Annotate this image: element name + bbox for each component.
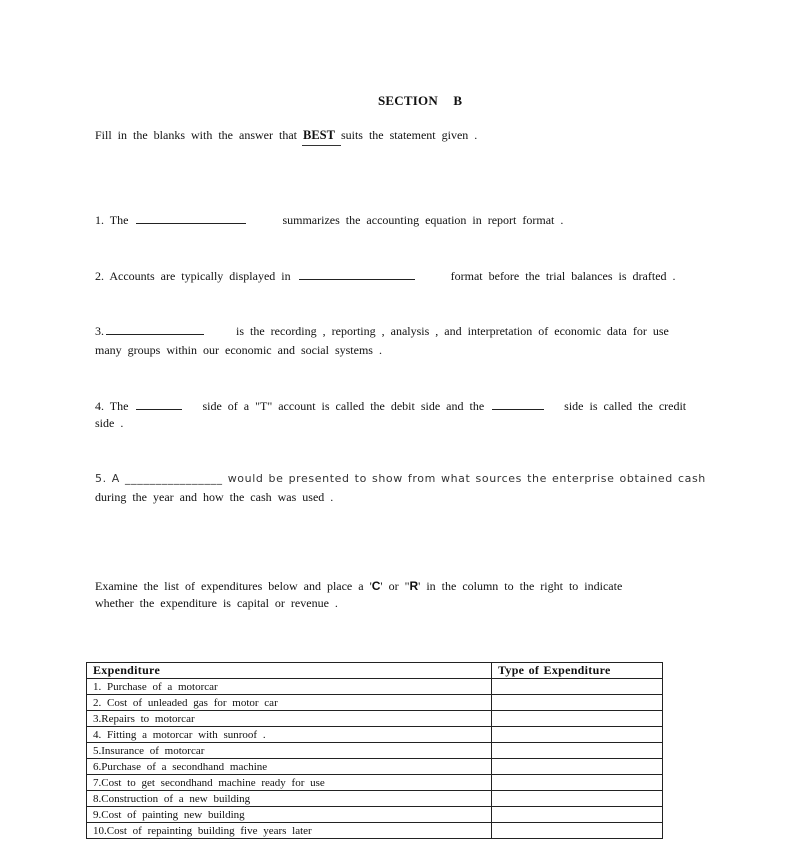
question-1-end: summarizes the accounting equation in report format . xyxy=(282,213,564,227)
type-cell[interactable] xyxy=(492,695,663,711)
question-4-blank-1[interactable] xyxy=(136,400,182,410)
type-cell[interactable] xyxy=(492,823,663,839)
question-1-blank[interactable] xyxy=(136,214,246,224)
table-header-row xyxy=(87,663,663,679)
type-cell[interactable] xyxy=(492,711,663,727)
table-row xyxy=(87,743,663,759)
type-cell[interactable] xyxy=(492,679,663,695)
examine-instruction xyxy=(95,579,622,594)
table-row xyxy=(87,807,663,823)
question-2 xyxy=(95,269,676,284)
question-4-end: side is called the credit xyxy=(564,399,687,413)
table-row xyxy=(87,775,663,791)
table-row xyxy=(87,791,663,807)
table-row xyxy=(87,711,663,727)
type-cell[interactable] xyxy=(492,759,663,775)
examine-text-start: Examine the list of expenditures below and place a ' xyxy=(95,579,372,593)
revenue-mark: R xyxy=(409,579,419,593)
question-1-start: 1. The xyxy=(95,213,129,227)
expenditure-cell: 9.Cost of painting new building xyxy=(87,807,492,823)
table-row xyxy=(87,679,663,695)
table-row xyxy=(87,727,663,743)
expenditure-cell: 7.Cost to get secondhand machine ready for use xyxy=(87,775,492,791)
expenditure-cell: 4. Fitting a motorcar with sunroof . xyxy=(87,727,492,743)
table-row xyxy=(87,695,663,711)
type-cell[interactable] xyxy=(492,775,663,791)
instruction-text: Fill in the blanks with the answer that xyxy=(95,128,297,142)
question-2-start: 2. Accounts are typically displayed in xyxy=(95,269,291,283)
question-5-line-2: during the year and how the cash was used . xyxy=(95,490,334,504)
expenditure-cell: 2. Cost of unleaded gas for motor car xyxy=(87,695,492,711)
question-5: 5. A ________________ would be presented to show from what sources the enterprise obtained cash xyxy=(95,472,706,485)
instruction xyxy=(95,128,477,143)
expenditure-cell: 8.Construction of a new building xyxy=(87,791,492,807)
examine-text-middle: ' or " xyxy=(380,579,410,593)
expenditure-cell: 5.Insurance of motorcar xyxy=(87,743,492,759)
type-cell[interactable] xyxy=(492,791,663,807)
table-row xyxy=(87,759,663,775)
question-4-middle: side of a "T" account is called the debit side and the xyxy=(202,399,485,413)
header-expenditure: Expenditure xyxy=(87,663,492,679)
instruction-text-end: suits the statement given . xyxy=(340,128,478,142)
question-2-blank[interactable] xyxy=(299,270,415,280)
question-4-start: 4. The xyxy=(95,399,129,413)
best-emphasis: BEST xyxy=(302,128,335,142)
question-3-line-2: many groups within our economic and social systems . xyxy=(95,343,382,357)
capital-mark: C xyxy=(371,579,381,593)
expenditure-cell: 1. Purchase of a motorcar xyxy=(87,679,492,695)
type-cell[interactable] xyxy=(492,807,663,823)
section-title: SECTION B xyxy=(378,93,463,108)
question-4-line-2: side . xyxy=(95,416,124,430)
expenditure-cell: 6.Purchase of a secondhand machine xyxy=(87,759,492,775)
question-3-end: is the recording , reporting , analysis , and interpretation of economic data for use xyxy=(236,324,669,338)
question-1 xyxy=(95,213,563,228)
question-4-blank-2[interactable] xyxy=(492,400,544,410)
table-row xyxy=(87,823,663,839)
expenditure-cell: 10.Cost of repainting building five years later xyxy=(87,823,492,839)
question-3-start: 3. xyxy=(95,324,104,338)
expenditure-table xyxy=(86,662,663,839)
expenditure-cell: 3.Repairs to motorcar xyxy=(87,711,492,727)
examine-instruction-line-2: whether the expenditure is capital or revenue . xyxy=(95,596,338,610)
question-3-blank[interactable] xyxy=(106,325,204,335)
header-type-of-expenditure: Type of Expenditure xyxy=(492,663,663,679)
question-2-end: format before the trial balances is drafted . xyxy=(450,269,676,283)
question-4 xyxy=(95,399,686,414)
question-3 xyxy=(95,324,669,339)
examine-text-end: ' in the column to the right to indicate xyxy=(418,579,623,593)
type-cell[interactable] xyxy=(492,727,663,743)
type-cell[interactable] xyxy=(492,743,663,759)
